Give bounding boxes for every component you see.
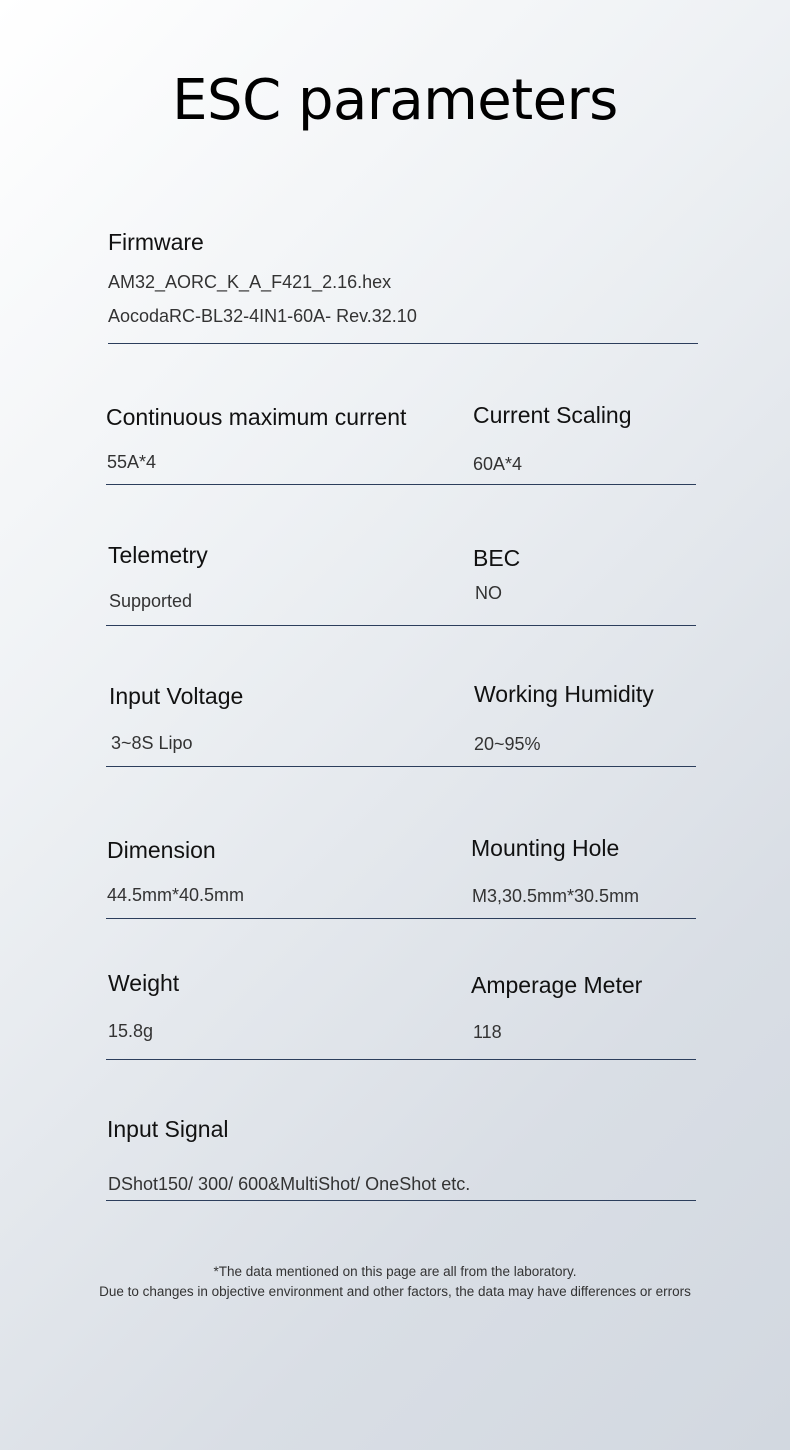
firmware-file: AM32_AORC_K_A_F421_2.16.hex xyxy=(108,272,392,292)
input-voltage-value: 3~8S Lipo xyxy=(111,733,193,753)
divider-row-1 xyxy=(106,484,696,485)
input-voltage-label: Input Voltage xyxy=(109,683,244,709)
footnote-disclaimer: Due to changes in objective environment and other factors, the data may have differences or errors xyxy=(99,1284,691,1299)
weight-value: 15.8g xyxy=(108,1021,154,1041)
footnote-laboratory: *The data mentioned on this page are all from the laboratory. xyxy=(213,1264,577,1279)
mounting-hole-label: Mounting Hole xyxy=(471,835,620,861)
bec-value: NO xyxy=(475,583,502,603)
telemetry-label: Telemetry xyxy=(108,542,208,568)
dimension-label: Dimension xyxy=(107,837,216,863)
current-scaling-label: Current Scaling xyxy=(473,402,632,428)
telemetry-value: Supported xyxy=(109,591,193,611)
firmware-revision: AocodaRC-BL32-4IN1-60A- Rev.32.10 xyxy=(108,306,417,326)
mounting-hole-value: M3,30.5mm*30.5mm xyxy=(472,886,640,906)
weight-label: Weight xyxy=(108,970,180,996)
divider-row-4 xyxy=(106,918,696,919)
dimension-value: 44.5mm*40.5mm xyxy=(107,885,245,905)
divider-row-5 xyxy=(106,1059,696,1060)
bec-label: BEC xyxy=(473,545,521,571)
firmware-label: Firmware xyxy=(108,229,204,255)
working-humidity-value: 20~95% xyxy=(474,734,541,754)
divider-row-2 xyxy=(106,625,696,626)
continuous-current-value: 55A*4 xyxy=(107,452,157,472)
working-humidity-label: Working Humidity xyxy=(474,681,654,707)
input-signal-label: Input Signal xyxy=(107,1116,229,1142)
amperage-meter-label: Amperage Meter xyxy=(471,972,643,998)
page-title: ESC parameters xyxy=(172,68,618,133)
amperage-meter-value: 118 xyxy=(473,1022,502,1042)
divider-firmware xyxy=(108,343,698,344)
current-scaling-value: 60A*4 xyxy=(473,454,523,474)
input-signal-value: DShot150/ 300/ 600&MultiShot/ OneShot etc. xyxy=(108,1174,471,1194)
divider-row-3 xyxy=(106,766,696,767)
continuous-current-label: Continuous maximum current xyxy=(106,404,407,430)
divider-input-signal xyxy=(106,1200,696,1201)
